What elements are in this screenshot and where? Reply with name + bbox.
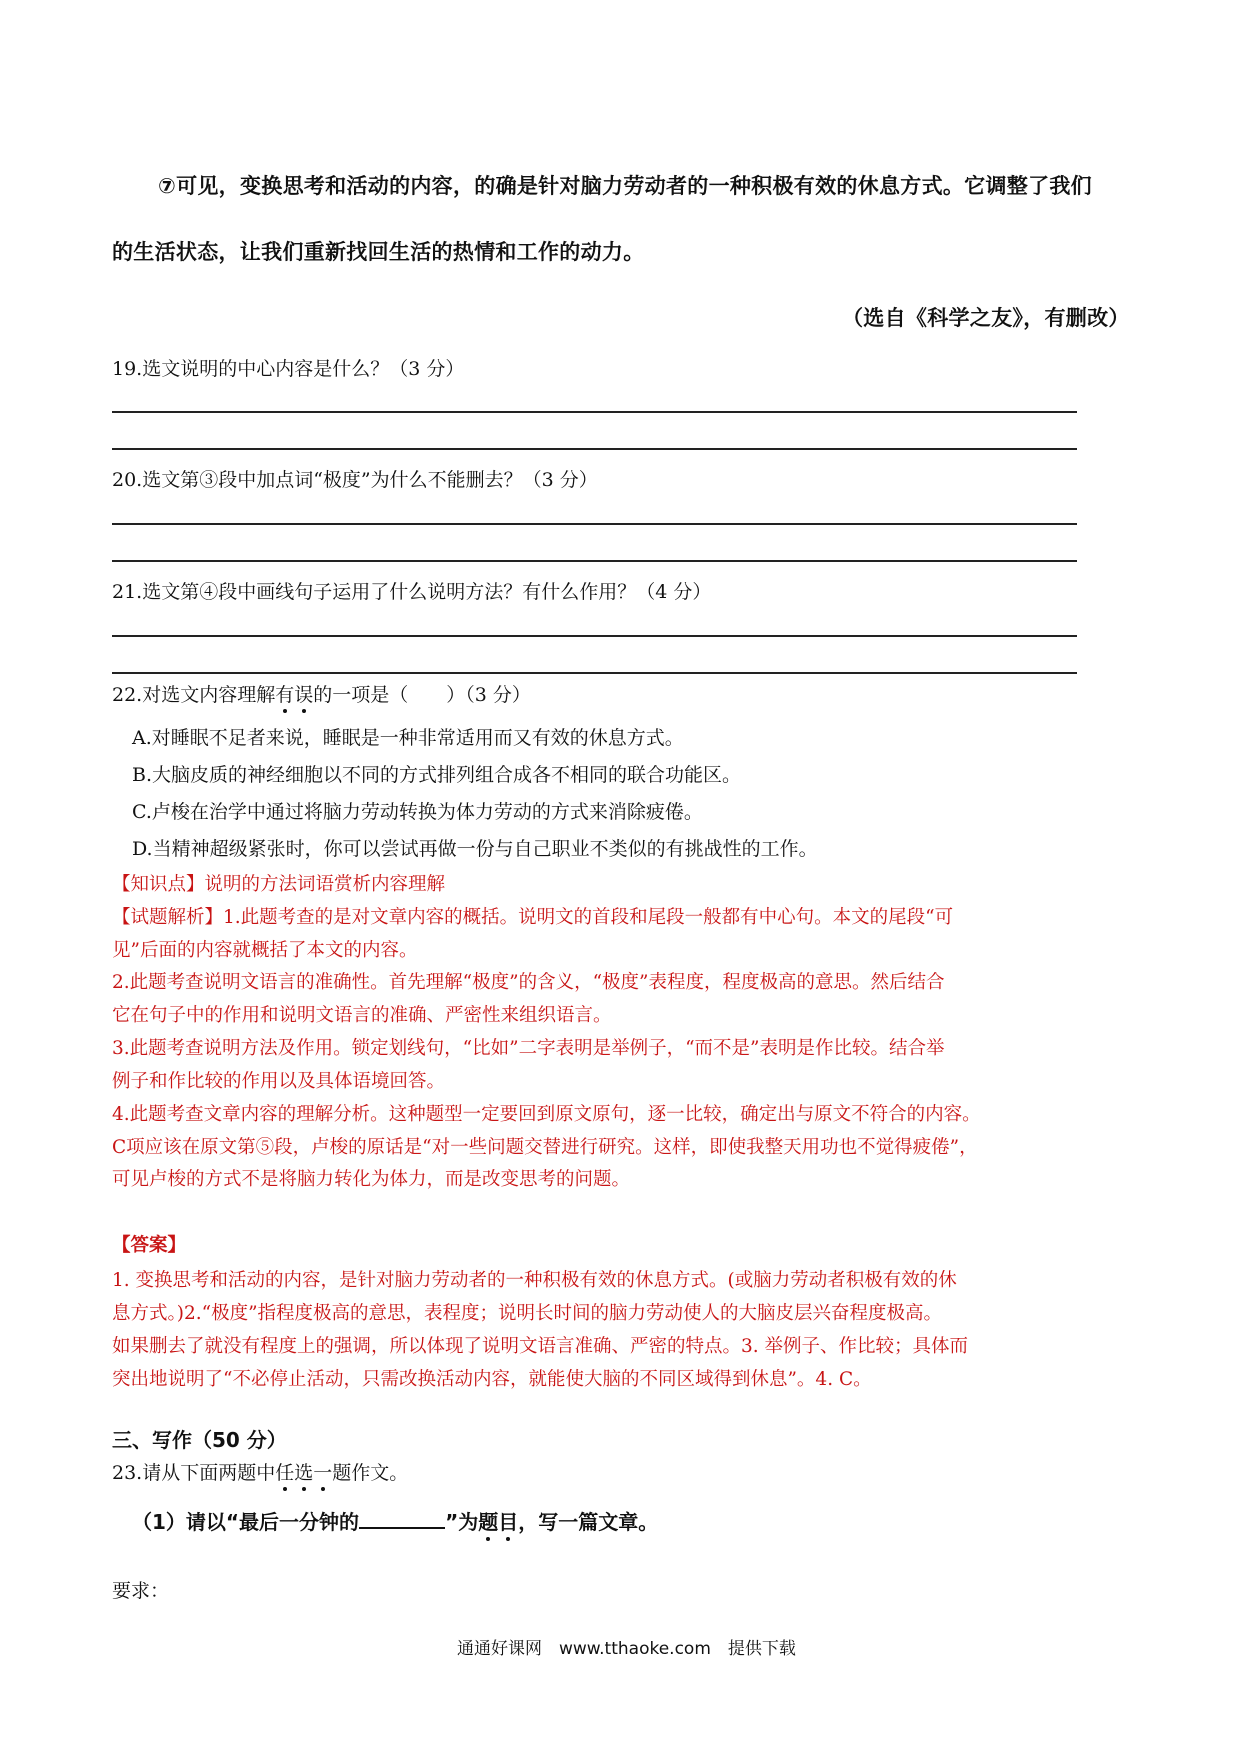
analysis-line: 可见卢梭的方式不是将脑力转化为体力，而是改变思考的问题。 bbox=[112, 1169, 631, 1190]
option-d: D.当精神超级紧张时，你可以尝试再做一份与自己职业不类似的有挑战性的工作。 bbox=[132, 838, 818, 860]
passage-para7-line1: ⑦可见，变换思考和活动的内容，的确是针对脑力劳动者的一种积极有效的休息方式。它调整了我们 bbox=[158, 174, 1092, 198]
analysis-line: 4.此题考查文章内容的理解分析。这种题型一定要回到原文原句，逐一比较，确定出与原文不符合的内容。 bbox=[112, 1104, 981, 1125]
analysis-line: 它在句子中的作用和说明文语言的准确、严密性来组织语言。 bbox=[112, 1005, 612, 1026]
question-23 bbox=[112, 1458, 408, 1485]
emphasis-char: 题 bbox=[478, 1510, 499, 1534]
analysis-line: 例子和作比较的作用以及具体语境回答。 bbox=[112, 1071, 446, 1092]
question-20: 20.选文第③段中加点词“极度”为什么不能删去？（3 分） bbox=[112, 469, 598, 491]
answer-line bbox=[112, 560, 1077, 562]
question-22-text: 的一项是（ ）（3 分） bbox=[313, 684, 531, 706]
passage-para7-line2: 的生活状态，让我们重新找回生活的热情和工作的动力。 bbox=[112, 240, 645, 264]
knowledge-point: 【知识点】说明的方法词语赏析内容理解 bbox=[112, 874, 446, 895]
answer-line-text: 1. 变换思考和活动的内容，是针对脑力劳动者的一种积极有效的休息方式。(或脑力劳动者积极有效的休 bbox=[112, 1270, 957, 1291]
question-22-text: 22.对选文内容理解 bbox=[112, 684, 276, 706]
answer-line bbox=[112, 523, 1077, 525]
answer-line bbox=[112, 672, 1077, 674]
writing-section-heading: 三、写作（50 分） bbox=[112, 1428, 287, 1452]
fill-in-blank bbox=[359, 1507, 445, 1529]
option-c: C.卢梭在治学中通过将脑力劳动转换为体力劳动的方式来消除疲倦。 bbox=[132, 801, 703, 823]
topic-1-text: （1）请以“最后一分钟的 bbox=[132, 1510, 360, 1534]
emphasis-char: 误 bbox=[294, 684, 314, 706]
topic-1-text: ，写一篇文章。 bbox=[518, 1510, 659, 1534]
question-23-text: 题作文。 bbox=[332, 1462, 409, 1484]
footer-watermark: 通通好课网 www.tthaoke.com 提供下载 bbox=[457, 1639, 796, 1659]
emphasis-char: 目 bbox=[498, 1510, 519, 1534]
question-21: 21.选文第④段中画线句子运用了什么说明方法？有什么作用？（4 分） bbox=[112, 581, 712, 603]
answer-line bbox=[112, 448, 1077, 450]
emphasis-char: 选 bbox=[294, 1462, 314, 1484]
answer-line-text: 息方式。)2.“极度”指程度极高的意思，表程度；说明长时间的脑力劳动使人的大脑皮层兴奋程度极高。 bbox=[112, 1303, 943, 1324]
writing-requirements-label: 要求： bbox=[112, 1580, 170, 1602]
passage-source: （选自《科学之友》，有删改） bbox=[842, 306, 1130, 330]
analysis-line: 2.此题考查说明文语言的准确性。首先理解“极度”的含义，“极度”表程度，程度极高的意思。然后结合 bbox=[112, 972, 945, 993]
answer-line-text: 如果删去了就没有程度上的强调，所以体现了说明文语言准确、严密的特点。3. 举例子、作比较；具体而 bbox=[112, 1336, 969, 1357]
answer-line-text: 突出地说明了“不必停止活动，只需改换活动内容，就能使大脑的不同区域得到休息”。4. C。 bbox=[112, 1369, 872, 1390]
analysis-line: 见”后面的内容就概括了本文的内容。 bbox=[112, 940, 418, 961]
answer-heading: 【答案】 bbox=[112, 1235, 187, 1256]
question-22 bbox=[112, 680, 531, 707]
option-a: A.对睡眠不足者来说，睡眠是一种非常适用而又有效的休息方式。 bbox=[132, 727, 684, 749]
emphasis-char: 有 bbox=[275, 684, 295, 706]
emphasis-char: 任 bbox=[275, 1462, 295, 1484]
analysis-line: C项应该在原文第⑤段，卢梭的原话是“对一些问题交替进行研究。这样，即使我整天用功也不觉得疲倦”， bbox=[112, 1137, 978, 1158]
answer-line bbox=[112, 635, 1077, 637]
option-b: B.大脑皮质的神经细胞以不同的方式排列组合成各不相同的联合功能区。 bbox=[132, 764, 742, 786]
analysis-line: 3.此题考查说明方法及作用。锁定划线句，“比如”二字表明是举例子，“而不是”表明是作比较。结合举 bbox=[112, 1038, 945, 1059]
question-19: 19.选文说明的中心内容是什么？（3 分） bbox=[112, 358, 465, 380]
analysis-line: 【试题解析】1.此题考查的是对文章内容的概括。说明文的首段和尾段一般都有中心句。本文的尾段“可 bbox=[112, 907, 954, 928]
writing-topic-1 bbox=[132, 1506, 658, 1535]
emphasis-char: 一 bbox=[313, 1462, 333, 1484]
question-23-text: 23.请从下面两题中 bbox=[112, 1462, 276, 1484]
topic-1-text: ”为 bbox=[445, 1510, 479, 1534]
answer-line bbox=[112, 411, 1077, 413]
